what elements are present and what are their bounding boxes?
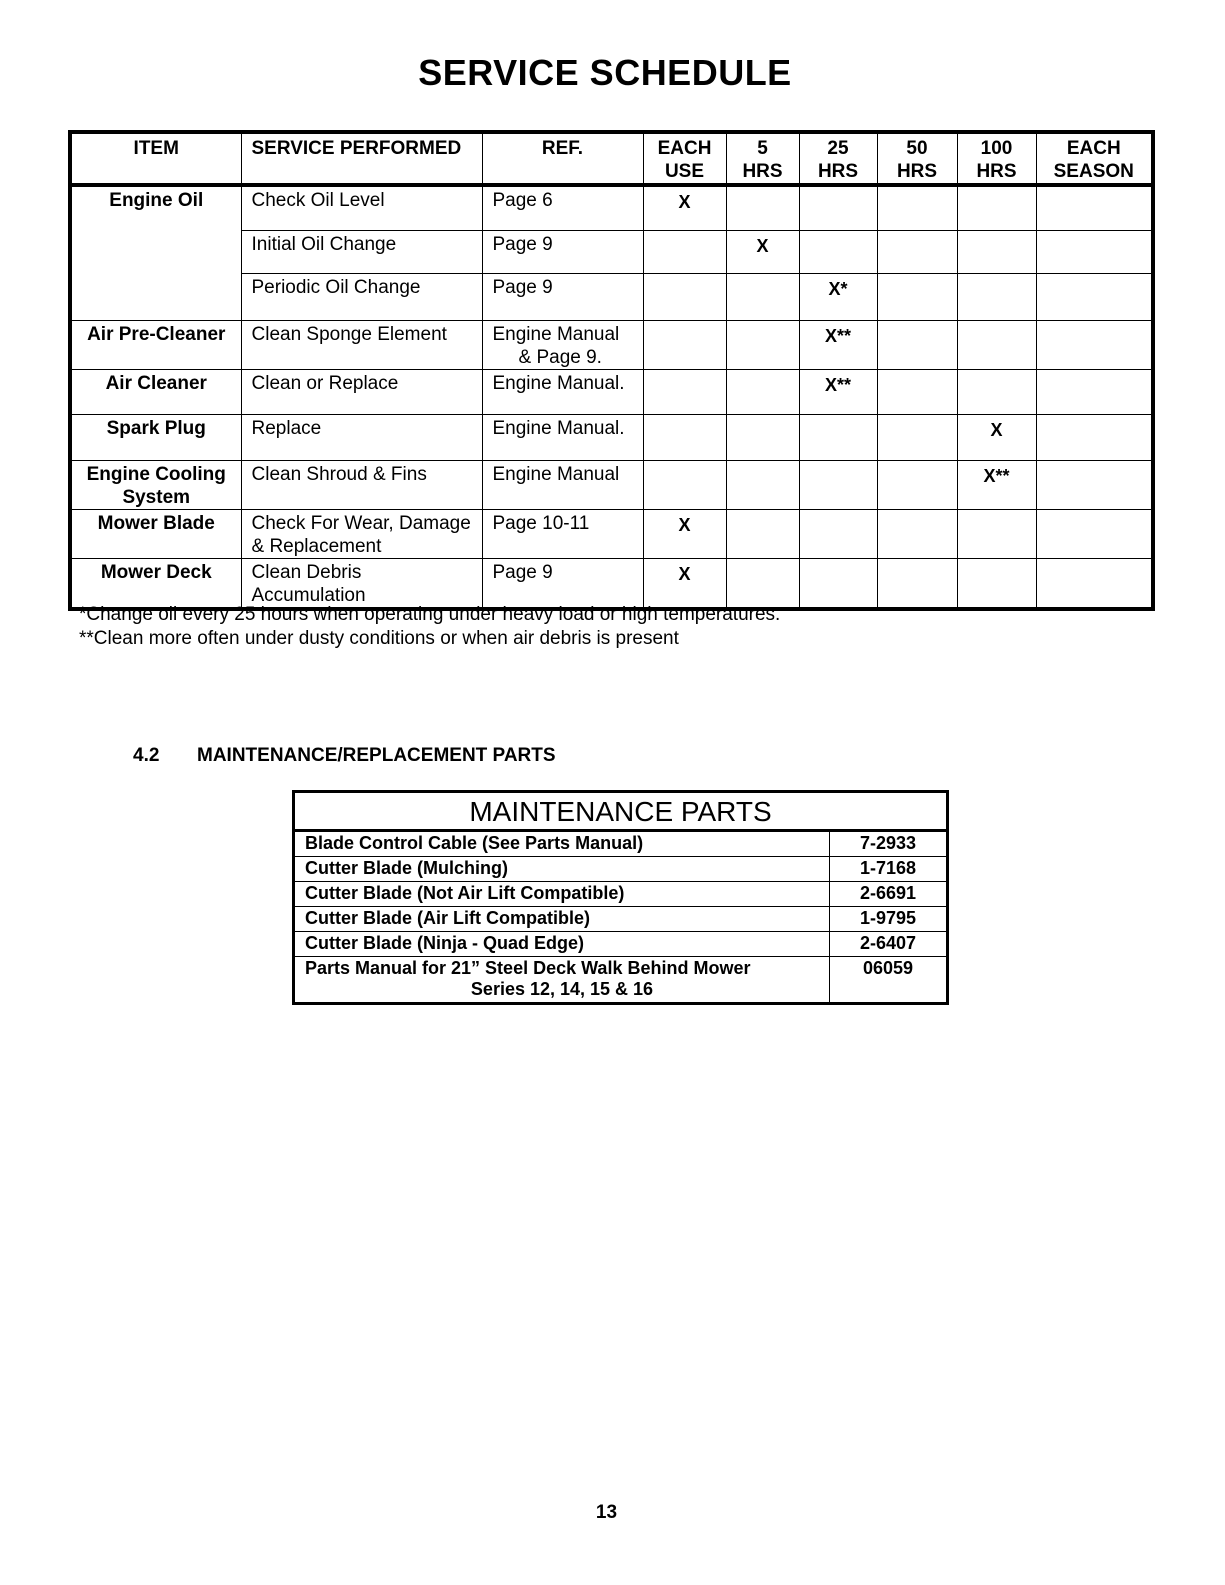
hrs50-cell bbox=[877, 230, 957, 273]
table-row bbox=[294, 882, 948, 907]
service-cell: Clean or Replace bbox=[241, 369, 482, 414]
service-cell: Replace bbox=[241, 414, 482, 460]
ref-cell: Engine Manual bbox=[482, 460, 643, 509]
header-service-performed: SERVICE PERFORMED bbox=[241, 132, 482, 185]
hrs25-cell bbox=[799, 509, 877, 558]
section-number: 4.2 bbox=[133, 745, 160, 766]
table-row bbox=[294, 831, 948, 857]
item-cell: Air Pre-Cleaner bbox=[70, 320, 241, 369]
hrs100-cell bbox=[957, 509, 1036, 558]
section-heading bbox=[133, 745, 556, 767]
service-cell: Initial Oil Change bbox=[241, 230, 482, 273]
hrs25-cell bbox=[799, 185, 877, 230]
each-season-cell bbox=[1036, 320, 1153, 369]
hrs100-cell bbox=[957, 369, 1036, 414]
footnotes bbox=[79, 603, 780, 651]
hrs25-cell bbox=[799, 414, 877, 460]
hrs50-cell bbox=[877, 369, 957, 414]
ref-cell: Page 6 bbox=[482, 185, 643, 230]
section-title: MAINTENANCE/REPLACEMENT PARTS bbox=[197, 745, 556, 766]
table-row bbox=[70, 320, 1153, 369]
hrs25-cell: X** bbox=[799, 320, 877, 369]
header-5-hrs: 5 HRS bbox=[726, 132, 799, 185]
table-row bbox=[294, 907, 948, 932]
each-season-cell bbox=[1036, 558, 1153, 609]
hrs100-cell: X** bbox=[957, 460, 1036, 509]
each-season-cell bbox=[1036, 414, 1153, 460]
item-cell: Mower Blade bbox=[70, 509, 241, 558]
each-season-cell bbox=[1036, 185, 1153, 230]
page-title: SERVICE SCHEDULE bbox=[418, 52, 792, 93]
part-number: 06059 bbox=[830, 957, 948, 1004]
each-use-cell: X bbox=[643, 185, 726, 230]
part-number: 2-6691 bbox=[830, 882, 948, 907]
table-row bbox=[70, 558, 1153, 609]
hrs25-cell bbox=[799, 558, 877, 609]
ref-cell: Page 10-11 bbox=[482, 509, 643, 558]
service-cell: Clean Debris Accumulation bbox=[241, 558, 482, 609]
table-row bbox=[70, 185, 1153, 230]
footnote: *Change oil every 25 hours when operating under heavy load or high temperatures. bbox=[79, 604, 781, 625]
part-number: 2-6407 bbox=[830, 932, 948, 957]
each-use-cell bbox=[643, 369, 726, 414]
hrs100-cell: X bbox=[957, 414, 1036, 460]
hrs100-cell bbox=[957, 558, 1036, 609]
hrs25-cell: X* bbox=[799, 273, 877, 320]
ref-cell: Engine Manual & Page 9. bbox=[482, 320, 643, 369]
table-row bbox=[70, 460, 1153, 509]
each-season-cell bbox=[1036, 460, 1153, 509]
each-use-cell bbox=[643, 320, 726, 369]
hrs50-cell bbox=[877, 185, 957, 230]
part-description: Blade Control Cable (See Parts Manual) bbox=[294, 831, 830, 857]
schedule-header-row bbox=[70, 132, 1153, 185]
header-each-use: EACH USE bbox=[643, 132, 726, 185]
footnote: **Clean more often under dusty conditions or when air debris is present bbox=[79, 628, 679, 649]
hrs5-cell bbox=[726, 509, 799, 558]
header-50-hrs: 50 HRS bbox=[877, 132, 957, 185]
part-number: 7-2933 bbox=[830, 831, 948, 857]
hrs5-cell bbox=[726, 320, 799, 369]
service-cell: Check For Wear, Damage & Replacement bbox=[241, 509, 482, 558]
part-description: Cutter Blade (Not Air Lift Compatible) bbox=[294, 882, 830, 907]
header-item: ITEM bbox=[70, 132, 241, 185]
parts-table-title: MAINTENANCE PARTS bbox=[294, 792, 948, 831]
hrs25-cell: X** bbox=[799, 369, 877, 414]
hrs5-cell bbox=[726, 460, 799, 509]
hrs5-cell bbox=[726, 558, 799, 609]
each-use-cell bbox=[643, 414, 726, 460]
each-use-cell bbox=[643, 230, 726, 273]
table-row bbox=[70, 369, 1153, 414]
hrs5-cell bbox=[726, 414, 799, 460]
part-description: Cutter Blade (Air Lift Compatible) bbox=[294, 907, 830, 932]
service-cell: Periodic Oil Change bbox=[241, 273, 482, 320]
table-row bbox=[294, 932, 948, 957]
page-number: 13 bbox=[595, 1502, 618, 1523]
part-description: Cutter Blade (Mulching) bbox=[294, 857, 830, 882]
each-use-cell: X bbox=[643, 558, 726, 609]
service-cell: Clean Shroud & Fins bbox=[241, 460, 482, 509]
item-cell: Mower Deck bbox=[70, 558, 241, 609]
hrs5-cell bbox=[726, 369, 799, 414]
part-description: Parts Manual for 21” Steel Deck Walk Behind Mower Series 12, 14, 15 & 16 bbox=[294, 957, 830, 1004]
each-season-cell bbox=[1036, 369, 1153, 414]
hrs5-cell bbox=[726, 185, 799, 230]
parts-header-row bbox=[294, 792, 948, 831]
header-each-season: EACH SEASON bbox=[1036, 132, 1153, 185]
each-use-cell bbox=[643, 273, 726, 320]
hrs50-cell bbox=[877, 460, 957, 509]
service-cell: Clean Sponge Element bbox=[241, 320, 482, 369]
hrs50-cell bbox=[877, 273, 957, 320]
hrs25-cell bbox=[799, 460, 877, 509]
ref-cell: Engine Manual. bbox=[482, 369, 643, 414]
service-cell: Check Oil Level bbox=[241, 185, 482, 230]
each-season-cell bbox=[1036, 509, 1153, 558]
maintenance-parts-table bbox=[292, 790, 949, 1005]
header-ref: REF. bbox=[482, 132, 643, 185]
item-cell: Spark Plug bbox=[70, 414, 241, 460]
hrs50-cell bbox=[877, 414, 957, 460]
ref-cell: Engine Manual. bbox=[482, 414, 643, 460]
part-number: 1-9795 bbox=[830, 907, 948, 932]
table-row bbox=[70, 509, 1153, 558]
hrs100-cell bbox=[957, 230, 1036, 273]
each-use-cell: X bbox=[643, 509, 726, 558]
table-row bbox=[70, 414, 1153, 460]
hrs100-cell bbox=[957, 273, 1036, 320]
table-row bbox=[294, 857, 948, 882]
hrs5-cell bbox=[726, 273, 799, 320]
item-cell: Engine Oil bbox=[70, 185, 241, 320]
ref-cell: Page 9 bbox=[482, 230, 643, 273]
part-number: 1-7168 bbox=[830, 857, 948, 882]
each-use-cell bbox=[643, 460, 726, 509]
each-season-cell bbox=[1036, 273, 1153, 320]
hrs50-cell bbox=[877, 509, 957, 558]
hrs5-cell: X bbox=[726, 230, 799, 273]
item-cell: Air Cleaner bbox=[70, 369, 241, 414]
header-25-hrs: 25 HRS bbox=[799, 132, 877, 185]
table-row bbox=[294, 957, 948, 1004]
hrs25-cell bbox=[799, 230, 877, 273]
hrs50-cell bbox=[877, 320, 957, 369]
ref-cell: Page 9 bbox=[482, 558, 643, 609]
header-100-hrs: 100 HRS bbox=[957, 132, 1036, 185]
hrs100-cell bbox=[957, 320, 1036, 369]
hrs100-cell bbox=[957, 185, 1036, 230]
part-description: Cutter Blade (Ninja - Quad Edge) bbox=[294, 932, 830, 957]
hrs50-cell bbox=[877, 558, 957, 609]
each-season-cell bbox=[1036, 230, 1153, 273]
item-cell: Engine Cooling System bbox=[70, 460, 241, 509]
ref-cell: Page 9 bbox=[482, 273, 643, 320]
service-schedule-table bbox=[68, 130, 1155, 611]
